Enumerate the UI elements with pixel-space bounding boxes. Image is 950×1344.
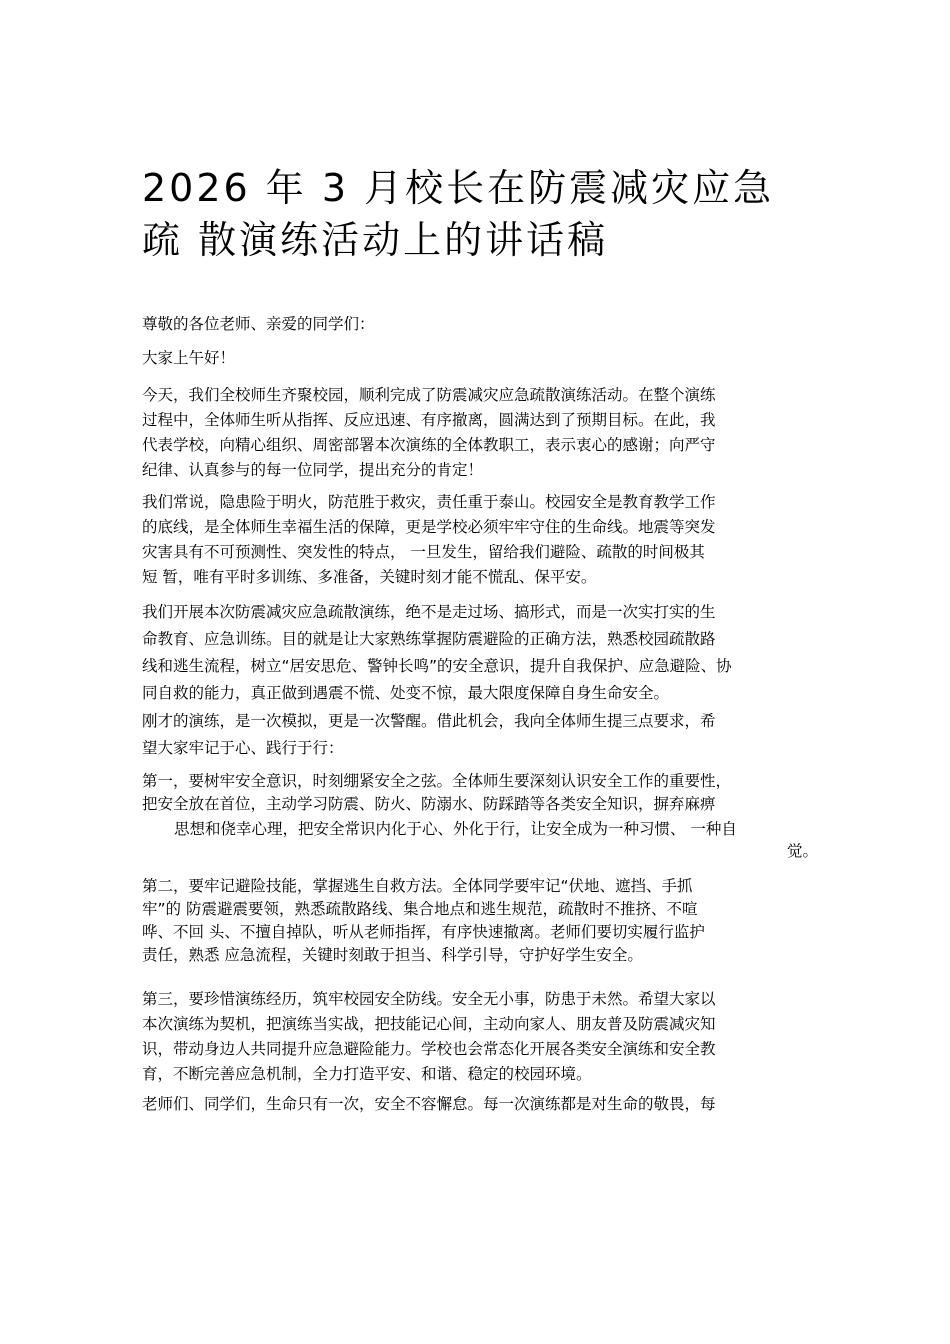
paragraph-1-line: 纪律、认真参与的每一位同学，提出充分的肯定！ [142,461,484,479]
paragraph-7-line: 识，带动身边人共同提升应急避险能力。学校也会常态化开展各类安全演练和安全教 [142,1040,716,1058]
paragraph-6-line: 责任，熟悉 应急流程，关键时刻敢于担当、科学引导，守护好学生安全。 [142,946,643,964]
paragraph-5-line: 觉。 [786,842,818,860]
title-line-2: 疏 散演练活动上的讲话稿 [142,218,609,262]
paragraph-5-line: 思想和侥幸心理，把安全常识内化于心、外化于行，让安全成为一种习惯、 一种自 [174,820,737,838]
paragraph-5-line: 把安全放在首位，主动学习防震、防火、防溺水、防踩踏等各类安全知识，摒弃麻痹 [142,795,716,813]
paragraph-7-line: 本次演练为契机，把演练当实战，把技能记心间，主动向家人、朋友普及防震减灾知 [142,1015,716,1033]
paragraph-4-line: 望大家牢记于心、践行于行： [142,739,344,757]
paragraph-3-line: 线和逃生流程，树立“居安思危、警钟长鸣”的安全意识，提升自我保护、应急避险、协 [142,657,732,675]
paragraph-7-line: 第三，要珍惜演练经历，筑牢校园安全防线。安全无小事，防患于未然。希望大家以 [142,990,716,1008]
paragraph-2-line: 灾害具有不可预测性、突发性的特点， 一旦发生，留给我们避险、疏散的时间极其 [142,543,705,561]
paragraph-3-line: 同自救的能力，真正做到遇震不慌、处变不惊，最大限度保障自身生命安全。 [142,684,670,702]
salutation: 尊敬的各位老师、亲爱的同学们： [142,315,375,333]
paragraph-5-line: 第一，要树牢安全意识，时刻绷紧安全之弦。全体师生要深刻认识安全工作的重要性， [142,772,732,790]
paragraph-2-line: 我们常说，隐患险于明火，防范胜于救灾，责任重于泰山。校园安全是教育教学工作 [142,493,716,511]
greeting: 大家上午好！ [142,349,236,367]
document-title [142,162,842,266]
paragraph-4-line: 刚才的演练，是一次模拟，更是一次警醒。借此机会，我向全体师生提三点要求，希 [142,712,716,730]
paragraph-8-line: 老师们、同学们，生命只有一次，安全不容懈怠。每一次演练都是对生命的敬畏，每 [142,1095,716,1113]
paragraph-1-line: 过程中，全体师生听从指挥、反应迅速、有序撤离，圆满达到了预期目标。在此，我 [142,411,716,429]
paragraph-6-line: 第二，要牢记避险技能，掌握逃生自救方法。全体同学要牢记“伏地、遮挡、手抓 [142,877,693,895]
paragraph-7-line: 育，不断完善应急机制，全力打造平安、和谐、稳定的校园环境。 [142,1065,592,1083]
paragraph-6-line: 牢”的 防震避震要领，熟悉疏散路线、集合地点和逃生规范，疏散时不推挤、不喧 [142,900,698,918]
paragraph-3-line: 我们开展本次防震减灾应急疏散演练，绝不是走过场、搞形式，而是一次实打实的生 [142,603,716,621]
paragraph-1-line: 代表学校，向精心组织、周密部署本次演练的全体教职工，表示衷心的感谢；向严守 [142,436,716,454]
title-line-1: 2026 年 3 月校长在防震减灾应急 [142,166,775,210]
paragraph-1-line: 今天，我们全校师生齐聚校园，顺利完成了防震减灾应急疏散演练活动。在整个演练 [142,386,716,404]
paragraph-2-line: 短 暂，唯有平时多训练、多准备，关键时刻才能不慌乱、保平安。 [142,568,597,586]
paragraph-2-line: 的底线，是全体师生幸福生活的保障，更是学校必须牢牢守住的生命线。地震等突发 [142,518,716,536]
paragraph-3-line: 命教育、应急训练。目的就是让大家熟练掌握防震避险的正确方法，熟悉校园疏散路 [142,630,716,648]
paragraph-6-line: 哗、不回 头、不擅自掉队，听从老师指挥，有序快速撤离。老师们要切实履行监护 [142,923,705,941]
